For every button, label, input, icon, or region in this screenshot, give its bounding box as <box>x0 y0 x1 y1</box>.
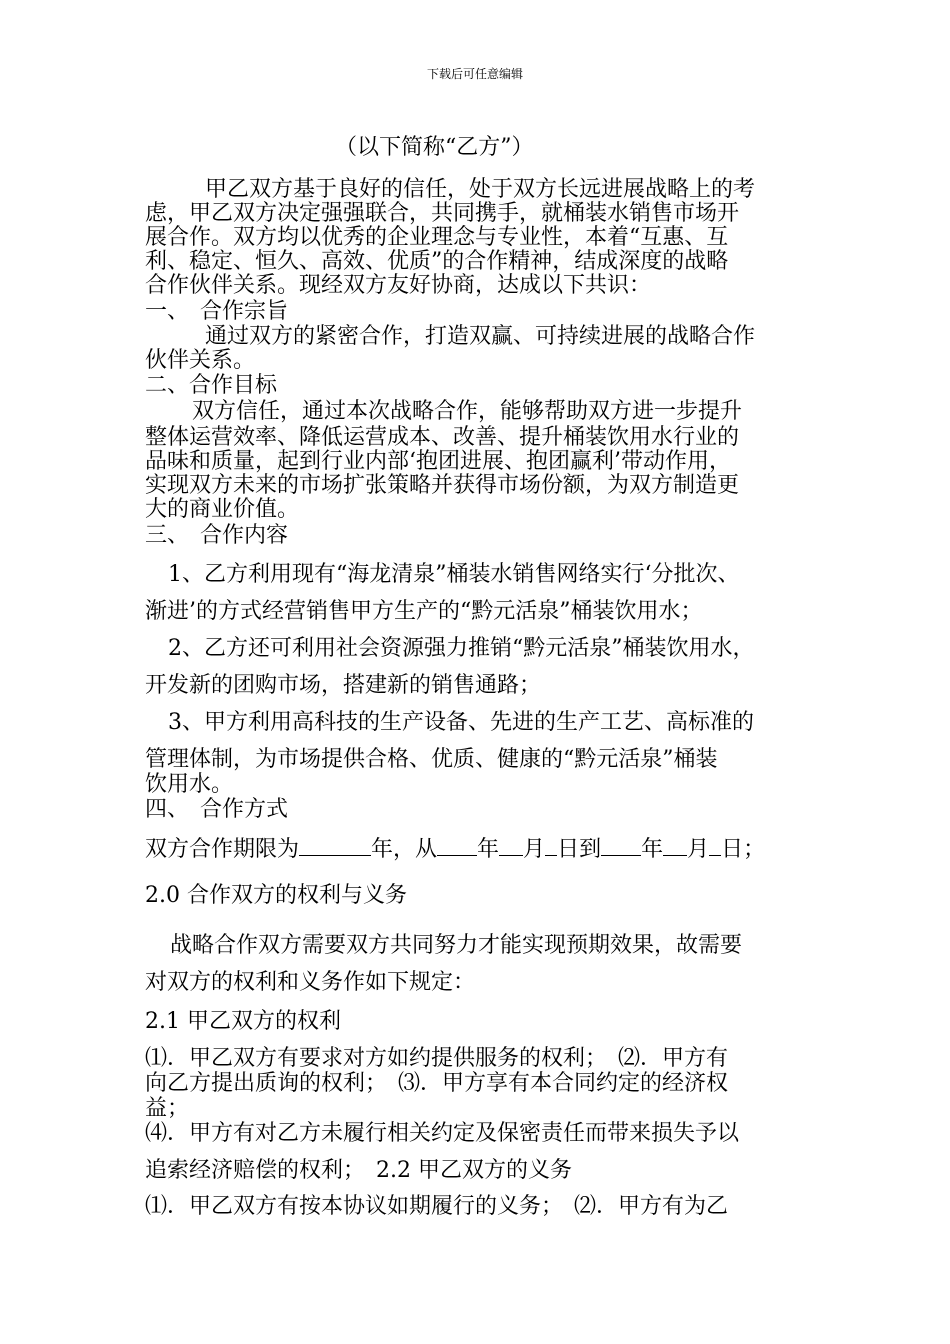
paragraph-line: ⑴．甲乙双方有要求对方如约提供服务的权利； ⑵．甲方有 <box>145 1046 729 1071</box>
paragraph-line: 品味和质量，起到行业内部‘抱团进展、抱团赢利’带动作用， <box>145 449 731 474</box>
section-heading: 一、 合作宗旨 <box>145 299 289 324</box>
paragraph-line: 合作伙伴关系。现经双方友好协商，达成以下共识： <box>145 273 652 298</box>
blank-end-year[interactable] <box>601 835 641 856</box>
blank-start-month[interactable] <box>499 835 523 856</box>
list-item: 2、乙方还可利用社会资源强力推销“黔元活泉”桶装饮用水， <box>168 636 755 661</box>
list-item: 3、甲方利用高科技的生产设备、先进的生产工艺、高标准的 <box>168 710 754 735</box>
section-heading: 三、 合作内容 <box>145 523 289 548</box>
paragraph-line: 实现双方未来的市场扩张策略并获得市场份额，为双方制造更 <box>145 473 740 498</box>
section-heading: 2.0 合作双方的权利与义务 <box>145 883 407 908</box>
paragraph-line: 双方信任，通过本次战略合作，能够帮助双方进一步提升 <box>192 399 743 424</box>
paragraph-line: ⑷．甲方有对乙方未履行相关约定及保密责任而带来损失予以 <box>145 1121 740 1146</box>
paragraph-line: 饮用水。 <box>145 772 234 797</box>
section-heading: 二、合作目标 <box>145 373 278 398</box>
paragraph-line: 虑，甲乙双方决定强强联合，共同携手，就桶装水销售市场开 <box>145 201 740 226</box>
section-heading: 2.1 甲乙双方的权利 <box>145 1009 341 1034</box>
paragraph-line: 甲乙双方基于良好的信任，处于双方长远进展战略上的考 <box>205 177 756 202</box>
paragraph-line: 大的商业价值。 <box>145 497 300 522</box>
paragraph-line: ⑴．甲乙双方有按本协议如期履行的义务； ⑵．甲方有为乙 <box>145 1194 729 1219</box>
paragraph-line: 战略合作双方需要双方共同努力才能实现预期效果，故需要 <box>170 933 743 958</box>
list-item: 1、乙方利用现有“海龙清泉”桶装水销售网络实行‘分批次、 <box>168 562 740 587</box>
period-line: 双方合作期限为 年，从 年 月 日到 年 月 日； <box>145 837 766 862</box>
blank-start-year[interactable] <box>437 835 477 856</box>
paragraph-line: 追索经济赔偿的权利； 2.2 甲乙双方的义务 <box>145 1158 572 1183</box>
paragraph-line: 向乙方提出质询的权利； ⑶．甲方享有本合同约定的经济权 <box>145 1071 729 1096</box>
paragraph-line: 通过双方的紧密合作，打造双赢、可持续进展的战略合作 <box>205 324 756 349</box>
paragraph-line: 展合作。双方均以优秀的企业理念与专业性，本着“互惠、互 <box>145 225 729 250</box>
blank-end-day[interactable] <box>709 835 721 856</box>
header-note: 下载后可任意编辑 <box>426 67 523 81</box>
paragraph-line: 对双方的权利和义务作如下规定： <box>145 970 476 995</box>
blank-start-day[interactable] <box>545 835 557 856</box>
paragraph-line: 开发新的团购市场，搭建新的销售通路； <box>145 673 542 698</box>
paragraph-line: （以下简称“乙方”） <box>335 135 534 160</box>
blank-years[interactable] <box>299 835 371 856</box>
paragraph-line: 利、稳定、恒久、高效、优质”的合作精神，结成深度的战略 <box>145 249 729 274</box>
section-heading: 四、 合作方式 <box>145 797 289 822</box>
paragraph-line: 整体运营效率、降低运营成本、改善、提升桶装饮用水行业的 <box>145 425 740 450</box>
paragraph-line: 伙伴关系。 <box>145 348 256 373</box>
paragraph-line: 管理体制，为市场提供合格、优质、健康的“黔元活泉”桶装 <box>145 747 718 772</box>
paragraph-line: 益； <box>145 1096 190 1121</box>
paragraph-line: 渐进’的方式经营销售甲方生产的“黔元活泉”桶装饮用水； <box>145 599 703 624</box>
blank-end-month[interactable] <box>663 835 687 856</box>
